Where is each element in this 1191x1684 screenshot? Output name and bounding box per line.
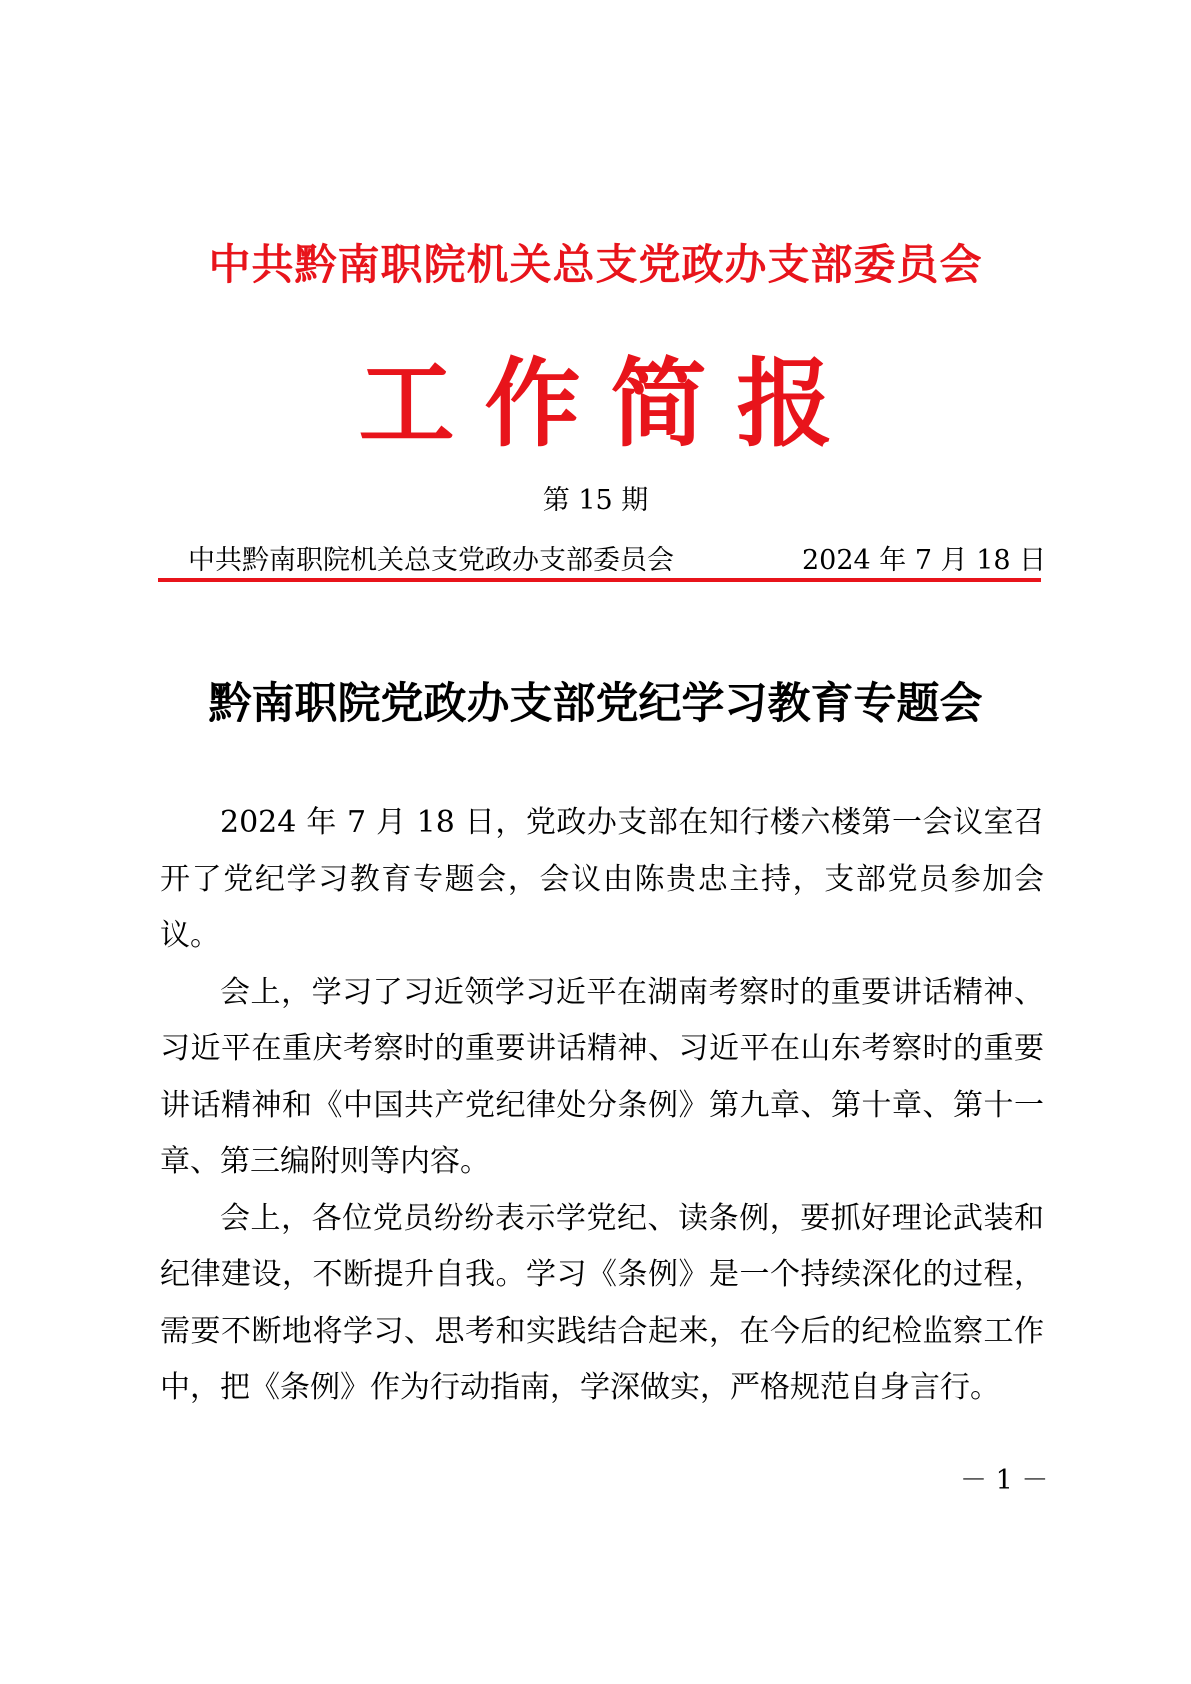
paragraph: 会上，学习了习近领学习近平在湖南考察时的重要讲话精神、习近平在重庆考察时的重要讲话精神、习近平在山东考察时的重要讲话精神和《中国共产党纪律处分条例》第九章、第十章、第十一章、第三编附则等内容。 [160,974,1044,1179]
article-body [160,795,1044,1417]
page-number: － 1 － [960,1465,1049,1496]
issue-number: 第 15 期 [542,485,649,516]
paragraph: 会上，各位党员纷纷表示学党纪、读条例，要抓好理论武装和纪律建设，不断提升自我。学习《条例》是一个持续深化的过程，需要不断地将学习、思考和实践结合起来，在今后的纪检监察工作中，把《条例》作为行动指南，学深做实，严格规范自身言行。 [160,1200,1044,1405]
organization-header: 中共黔南职院机关总支党政办支部委员会 [208,240,983,289]
bulletin-title: 工作简报 [358,347,863,460]
article-title: 黔南职院党政办支部党纪学习教育专题会 [208,679,983,729]
red-divider [158,578,1041,582]
paragraph: 2024 年 7 月 18 日，党政办支部在知行楼六楼第一会议室召开了党纪学习教育专题会，会议由陈贵忠主持，支部党员参加会议。 [160,805,1044,953]
issuer-name: 中共黔南职院机关总支党政办支部委员会 [188,545,674,576]
issue-date: 2024 年 7 月 18 日 [802,545,1047,576]
